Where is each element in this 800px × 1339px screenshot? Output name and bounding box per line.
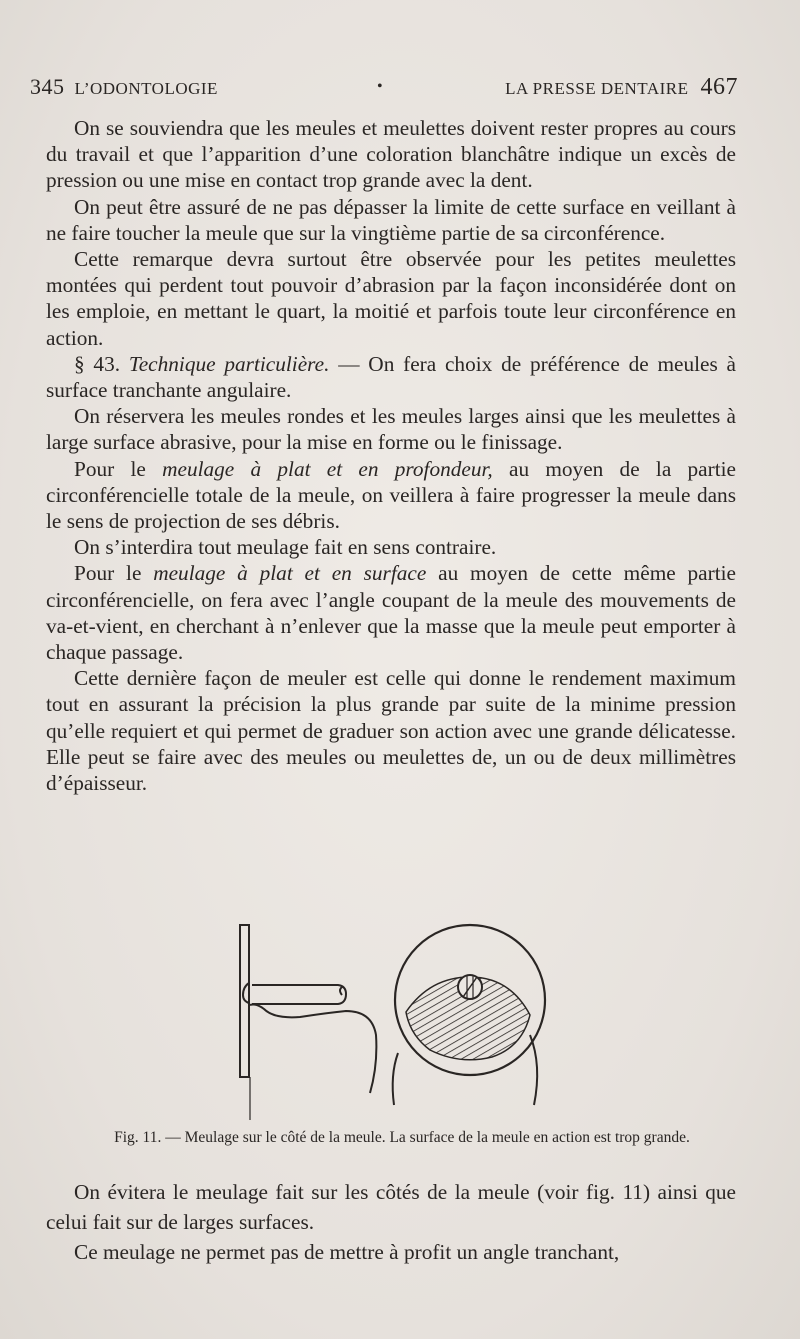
- mandrel-drawing: [240, 925, 376, 1120]
- paragraph: On réservera les meules rondes et les meules larges ainsi que les meulettes à large surface abrasive, pour la mise en forme ou le finissage.: [46, 404, 736, 455]
- header-separator: •: [377, 78, 384, 95]
- right-page-number: 467: [700, 74, 738, 100]
- figure-11-illustration: [230, 915, 560, 1130]
- paragraph: On s’interdira tout meulage fait en sens contraire.: [74, 535, 497, 560]
- paragraph: Cette remarque devra surtout être observée pour les petites meulettes montées qui perdent tout pouvoir d’abrasion par la façon inconsidérée dont on les emploie, en mettant le quart, la moitié et parfois toute leur circonférence en action.: [46, 247, 736, 350]
- section-43-paragraph: § 43. Technique particulière. — On fera choix de préférence de meules à surface tranchante angulaire.: [46, 351, 736, 403]
- journal-title: L’ODONTOLOGIE: [74, 79, 218, 98]
- body-text: [46, 115, 736, 796]
- journal-subtitle: LA PRESSE DENTAIRE: [505, 79, 689, 98]
- figure-caption: Fig. 11. — Meulage sur le côté de la meule. La surface de la meule en action est trop grande.: [114, 1129, 690, 1146]
- running-header: [30, 74, 738, 104]
- paragraph: Cette dernière façon de meuler est celle qui donne le rendement maximum tout en assurant la précision la plus grande par suite de la minime pression qu’elle requiert et qui permet de graduer son action avec une grande délicatesse. Elle peut se faire avec des meules ou meulettes de, un ou de deux millimètres d’épaisseur.: [46, 666, 736, 796]
- section-title: Technique particulière.: [128, 351, 330, 376]
- section-number: § 43.: [74, 351, 121, 376]
- paragraph: Pour le meulage à plat et en profondeur, au moyen de la partie circonférencielle totale de la meule, on veillera à faire progresser la meule dans le sens de projection de ses débris.: [46, 456, 736, 534]
- italic-term: meulage à plat et en profondeur,: [162, 456, 493, 481]
- left-page-number: 345: [30, 74, 65, 99]
- paragraph: Ce meulage ne permet pas de mettre à profit un angle tranchant,: [74, 1240, 620, 1264]
- body-text-continued: [46, 1177, 736, 1267]
- paragraph: Pour le meulage à plat et en surface au moyen de cette même partie circonférencielle, on fera avec l’angle coupant de la meule des mouvements de va-et-vient, en cherchant à n’enlever que la masse que la meule peut emporter à chaque passage.: [46, 561, 736, 665]
- paragraph: On évitera le meulage fait sur les côtés de la meule (voir fig. 11) ainsi que celui fait sur de larges surfaces.: [46, 1180, 736, 1234]
- paragraph: On se souviendra que les meules et meulettes doivent rester propres au cours du travail et que l’apparition d’une coloration blanchâtre indique un excès de pression ou une mise en contact trop grande avec la dent.: [46, 116, 736, 193]
- paragraph: On peut être assuré de ne pas dépasser la limite de cette surface en veillant à ne faire toucher la meule que sur la vingtième partie de sa circonférence.: [46, 194, 736, 245]
- wheel-face-drawing: [393, 925, 545, 1105]
- italic-term: meulage à plat et en surface: [153, 561, 427, 586]
